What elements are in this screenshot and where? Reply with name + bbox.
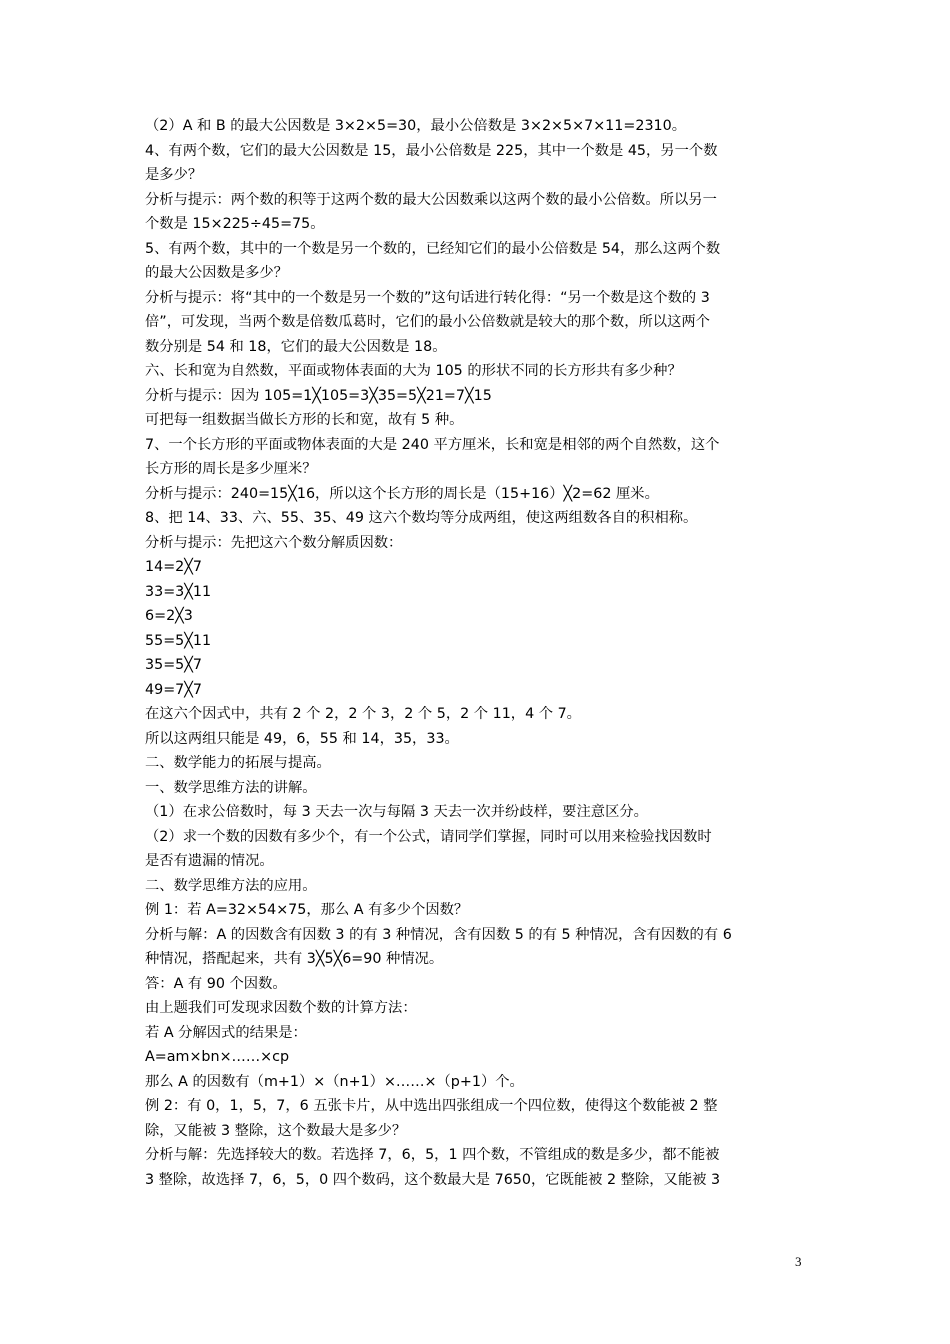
- text-line: 55=5╳11: [145, 632, 212, 649]
- text-line: （2）求一个数的因数有多少个，有一个公式，请同学们掌握，同时可以用来检验找因数时: [145, 828, 712, 845]
- text-line: 二、数学能力的拓展与提高。: [145, 755, 331, 771]
- text-line: 35=5╳7: [145, 657, 202, 673]
- text-line: 7、一个长方形的平面或物体表面的大是 240 平方厘米，长和宽是相邻的两个自然数，这个: [145, 436, 720, 453]
- text-line: 若 A 分解因式的结果是：: [145, 1024, 307, 1041]
- text-line: 分析与提示：因为 105=1╳105=3╳35=5╳21=7╳15: [145, 387, 492, 404]
- text-line: 在这六个因式中，共有 2 个 2，2 个 3，2 个 5，2 个 11，4 个 7。: [145, 706, 581, 722]
- text-line: 所以这两组只能是 49，6，55 和 14，35，33。: [145, 730, 459, 747]
- text-line: 倍”，可发现，当两个数是倍数瓜葛时，它们的最小公倍数就是较大的那个数，所以这两个: [145, 314, 710, 330]
- text-line: 49=7╳7: [145, 681, 202, 698]
- text-line: 6=2╳3: [145, 608, 193, 624]
- text-line: 8、把 14、33、六、55、35、49 这六个数均等分成两组，使这两组数各自的积相称。: [145, 510, 698, 526]
- text-line: 分析与提示：两个数的积等于这两个数的最大公因数乘以这两个数的最小公倍数。所以另一: [145, 191, 717, 208]
- text-line: 那么 A 的因数有（m+1）×（n+1）×……×（p+1）个。: [145, 1073, 524, 1090]
- text-line: 二、数学思维方法的应用。: [145, 877, 317, 894]
- text-line: 个数是 15×225÷45=75。: [145, 216, 325, 232]
- text-line: 六、长和宽为自然数，平面或物体表面的大为 105 的形状不同的长方形共有多少种？: [145, 363, 682, 379]
- text-line: 长方形的周长是多少厘米？: [145, 461, 317, 477]
- text-line: 分析与提示：先把这六个数分解质因数：: [145, 534, 403, 551]
- text-line: 是多少？: [145, 167, 203, 183]
- text-line: （1）在求公倍数时，每 3 天去一次与每隔 3 天去一次并纷歧样，要注意区分。: [145, 804, 648, 820]
- page-number: 3: [795, 1254, 802, 1269]
- text-line: 分析与解：先选择较大的数。若选择 7，6，5，1 四个数，不管组成的数是多少，都不能被: [145, 1147, 720, 1163]
- text-line: 可把每一组数据当做长方形的长和宽，故有 5 种。: [145, 412, 464, 428]
- text-line: （2）A 和 B 的最大公因数是 3×2×5=30，最小公倍数是 3×2×5×7×11=2310。: [145, 118, 687, 134]
- text-line: 例 2：有 0，1，5，7，6 五张卡片，从中选出四张组成一个四位数，使得这个数能被 2 整: [145, 1098, 718, 1114]
- text-line: 分析与提示：将“其中的一个数是另一个数的”这句话进行转化得：“另一个数是这个数的 3: [145, 289, 710, 306]
- text-line: 除，又能被 3 整除，这个数最大是多少？: [145, 1122, 407, 1139]
- document-body: [145, 114, 809, 1192]
- text-line: 4、有两个数，它们的最大公因数是 15，最小公倍数是 225，其中一个数是 45，另一个数: [145, 142, 718, 159]
- text-line: 答：A 有 90 个因数。: [145, 975, 287, 992]
- text-line: 3 整除，故选择 7，6，5，0 四个数码，这个数最大是 7650，它既能被 2 整除，又能被 3: [145, 1171, 721, 1188]
- text-line: 由上题我们可发现求因数个数的计算方法：: [145, 1000, 417, 1016]
- text-line: 分析与提示：240=15╳16，所以这个长方形的周长是（15+16）╳2=62 厘米。: [145, 485, 659, 502]
- text-line: 14=2╳7: [145, 559, 202, 575]
- text-line: 5、有两个数，其中的一个数是另一个数的，已经知它们的最小公倍数是 54，那么这两个数: [145, 240, 721, 257]
- text-line: A=am×bn×……×cp: [145, 1049, 290, 1065]
- text-line: 的最大公因数是多少？: [145, 265, 288, 281]
- text-line: 数分别是 54 和 18，它们的最大公因数是 18。: [145, 338, 447, 355]
- text-line: 一、数学思维方法的讲解。: [145, 779, 317, 796]
- text-line: 33=3╳11: [145, 583, 212, 600]
- text-line: 分析与解：A 的因数含有因数 3 的有 3 种情况，含有因数 5 的有 5 种情况，含有因数的有 6: [145, 926, 732, 943]
- text-line: 种情况，搭配起来，共有 3╳5╳6=90 种情况。: [145, 951, 444, 967]
- text-line: 例 1：若 A=32×54×75，那么 A 有多少个因数？: [145, 902, 469, 918]
- text-line: 是否有遗漏的情况。: [145, 853, 274, 869]
